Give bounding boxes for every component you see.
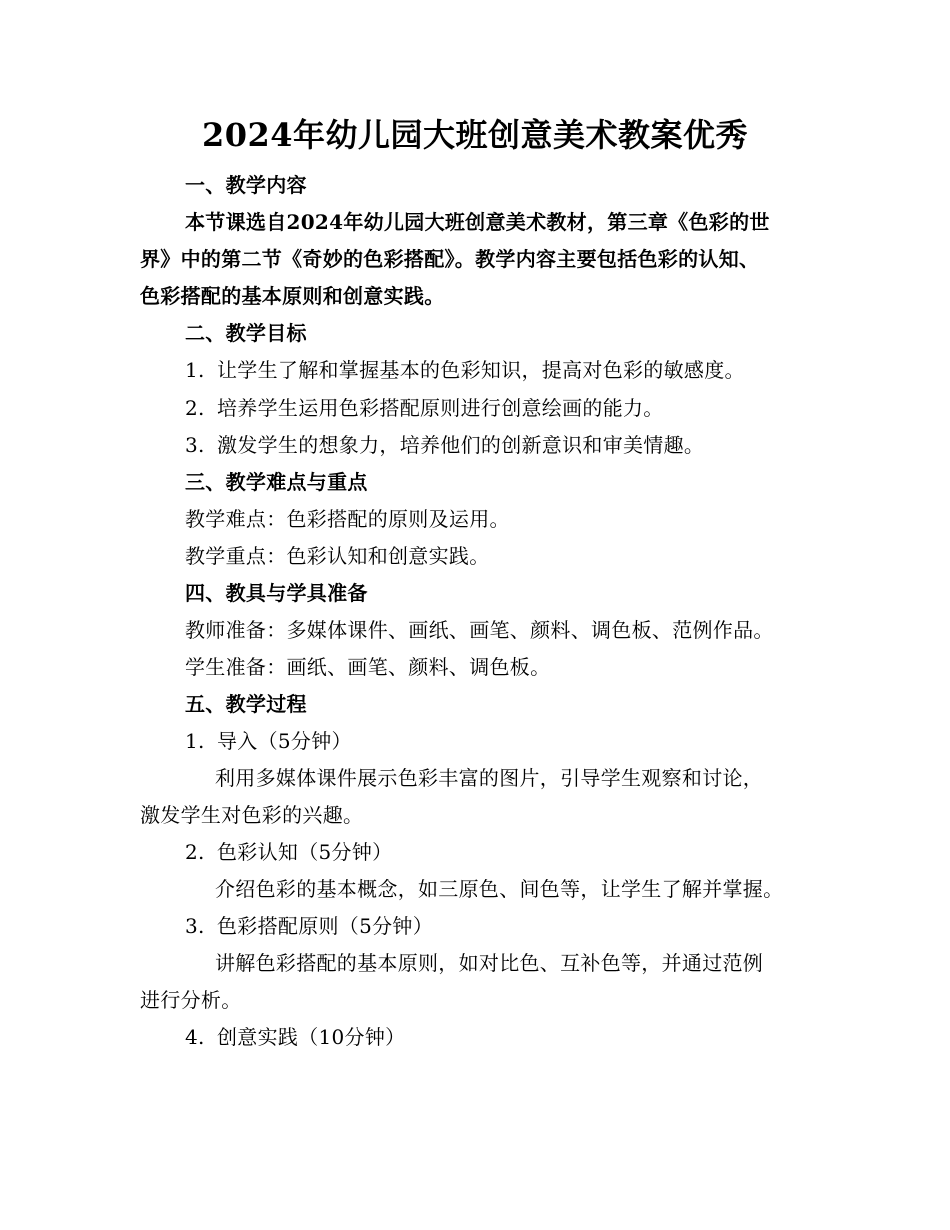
- list-number: 2.: [185, 396, 205, 420]
- process-step-title: [185, 726, 352, 756]
- process-step-desc: 利用多媒体课件展示色彩丰富的图片，引导学生观察和讨论，: [215, 766, 764, 790]
- step-title-text: 色彩搭配原则（5分钟）: [217, 914, 434, 938]
- step-title-text: 色彩认知（5分钟）: [217, 840, 393, 864]
- list-number: 1.: [185, 729, 205, 753]
- teacher-materials-text: 教师准备：多媒体课件、画纸、画笔、颜料、调色板、范例作品。: [185, 618, 774, 642]
- difficulty-text: 教学难点：色彩搭配的原则及运用。: [185, 507, 510, 531]
- objective-item: [185, 393, 664, 423]
- section-heading-objectives: 二、教学目标: [185, 321, 307, 345]
- section-heading-materials: 四、教具与学具准备: [185, 581, 368, 605]
- objective-item: [185, 355, 745, 385]
- process-step-desc: 激发学生对色彩的兴趣。: [140, 803, 364, 827]
- list-number: 3.: [185, 433, 205, 457]
- content-paragraph-line: 本节课选自2024年幼儿园大班创意美术教材，第三章《色彩的世: [185, 210, 770, 234]
- document-title: 2024年幼儿园大班创意美术教案优秀: [201, 116, 749, 154]
- step-title-text: 导入（5分钟）: [217, 729, 352, 753]
- content-paragraph-line: 色彩搭配的基本原则和创意实践。: [140, 284, 445, 308]
- list-number: 1.: [185, 358, 205, 382]
- content-paragraph-line: 界》中的第二节《奇妙的色彩搭配》。教学内容主要包括色彩的认知、: [140, 247, 760, 271]
- key-point-text: 教学重点：色彩认知和创意实践。: [185, 544, 490, 568]
- process-step-desc: 进行分析。: [140, 988, 242, 1012]
- list-item-text: 让学生了解和掌握基本的色彩知识，提高对色彩的敏感度。: [217, 358, 745, 382]
- process-step-title: [185, 837, 392, 867]
- list-number: 3.: [185, 914, 205, 938]
- process-step-desc: 讲解色彩搭配的基本原则，如对比色、互补色等，并通过范例: [215, 951, 764, 975]
- list-item-text: 培养学生运用色彩搭配原则进行创意绘画的能力。: [217, 396, 664, 420]
- objective-item: [185, 430, 704, 460]
- list-number: 2.: [185, 840, 205, 864]
- process-step-desc: 介绍色彩的基本概念，如三原色、间色等，让学生了解并掌握。: [215, 877, 784, 901]
- process-step-title: [185, 1022, 405, 1052]
- step-title-text: 创意实践（10分钟）: [217, 1025, 406, 1049]
- process-step-title: [185, 911, 433, 941]
- list-number: 4.: [185, 1025, 205, 1049]
- student-materials-text: 学生准备：画纸、画笔、颜料、调色板。: [185, 655, 551, 679]
- section-heading-process: 五、教学过程: [185, 692, 307, 716]
- section-heading-difficulties: 三、教学难点与重点: [185, 470, 368, 494]
- section-heading-content: 一、教学内容: [185, 173, 307, 197]
- list-item-text: 激发学生的想象力，培养他们的创新意识和审美情趣。: [217, 433, 705, 457]
